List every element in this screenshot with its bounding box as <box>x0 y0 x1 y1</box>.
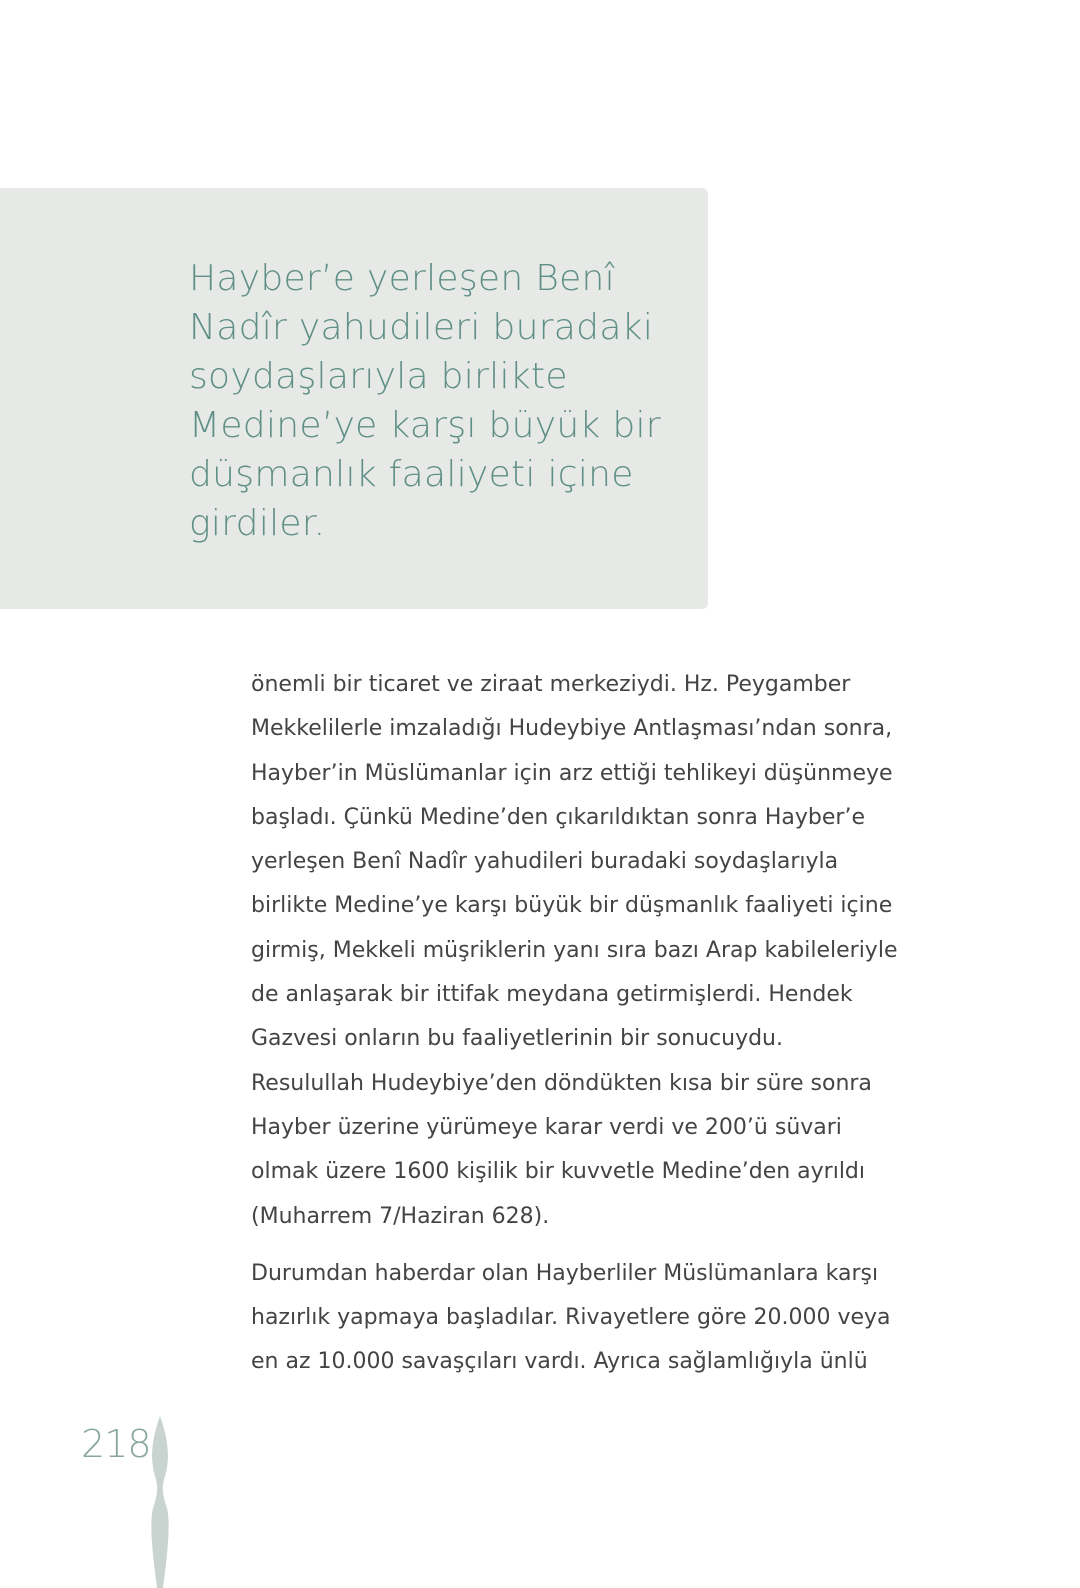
page-ornament <box>145 1416 175 1588</box>
body-text <box>251 663 911 1398</box>
body-paragraph-1: önemli bir ticaret ve ziraat merkeziydi. Hz. Peygamber Mekkelilerle imzaladığı Hudeybiye Antlaşması’ndan sonra, Hayber’in Müslümanlar için arz ettiği tehlikeyi düşünmeye başladı. Çünkü Medine’den çıkarıldıktan sonra Hayber’e yerleşen Benî Nadîr yahudileri buradaki soydaşlarıyla birlikte Medine’ye karşı büyük bir düşmanlık faaliyeti içine girmiş, Mekkeli müşriklerin yanı sıra bazı Arap kabileleriyle de anlaşarak bir ittifak meydana getirmişlerdi. Hendek Gazvesi onların bu faaliyetlerinin bir sonucuydu. Resulullah Hudeybiye’den döndükten kısa bir süre sonra Hayber üzerine yürümeye karar verdi ve 200’ü süvari olmak üzere 1600 kişilik bir kuvvetle Medine’den ayrıldı (Muharrem 7/Haziran 628). <box>251 672 898 1229</box>
body-paragraph-2: Durumdan haberdar olan Hayberliler Müslümanlara karşı hazırlık yapmaya başladılar. Rivayetlere göre 20.000 veya en az 10.000 savaşçıları vardı. Ayrıca sağlamlığıyla ünlü <box>251 1260 891 1375</box>
pullquote-text: Hayber’e yerleşen Benî Nadîr yahudileri buradaki soydaşlarıyla birlikte Medine’ye karşı büyük bir düşmanlık faaliyeti içine girdiler. <box>189 258 661 544</box>
page-number: 218 <box>81 1422 151 1466</box>
